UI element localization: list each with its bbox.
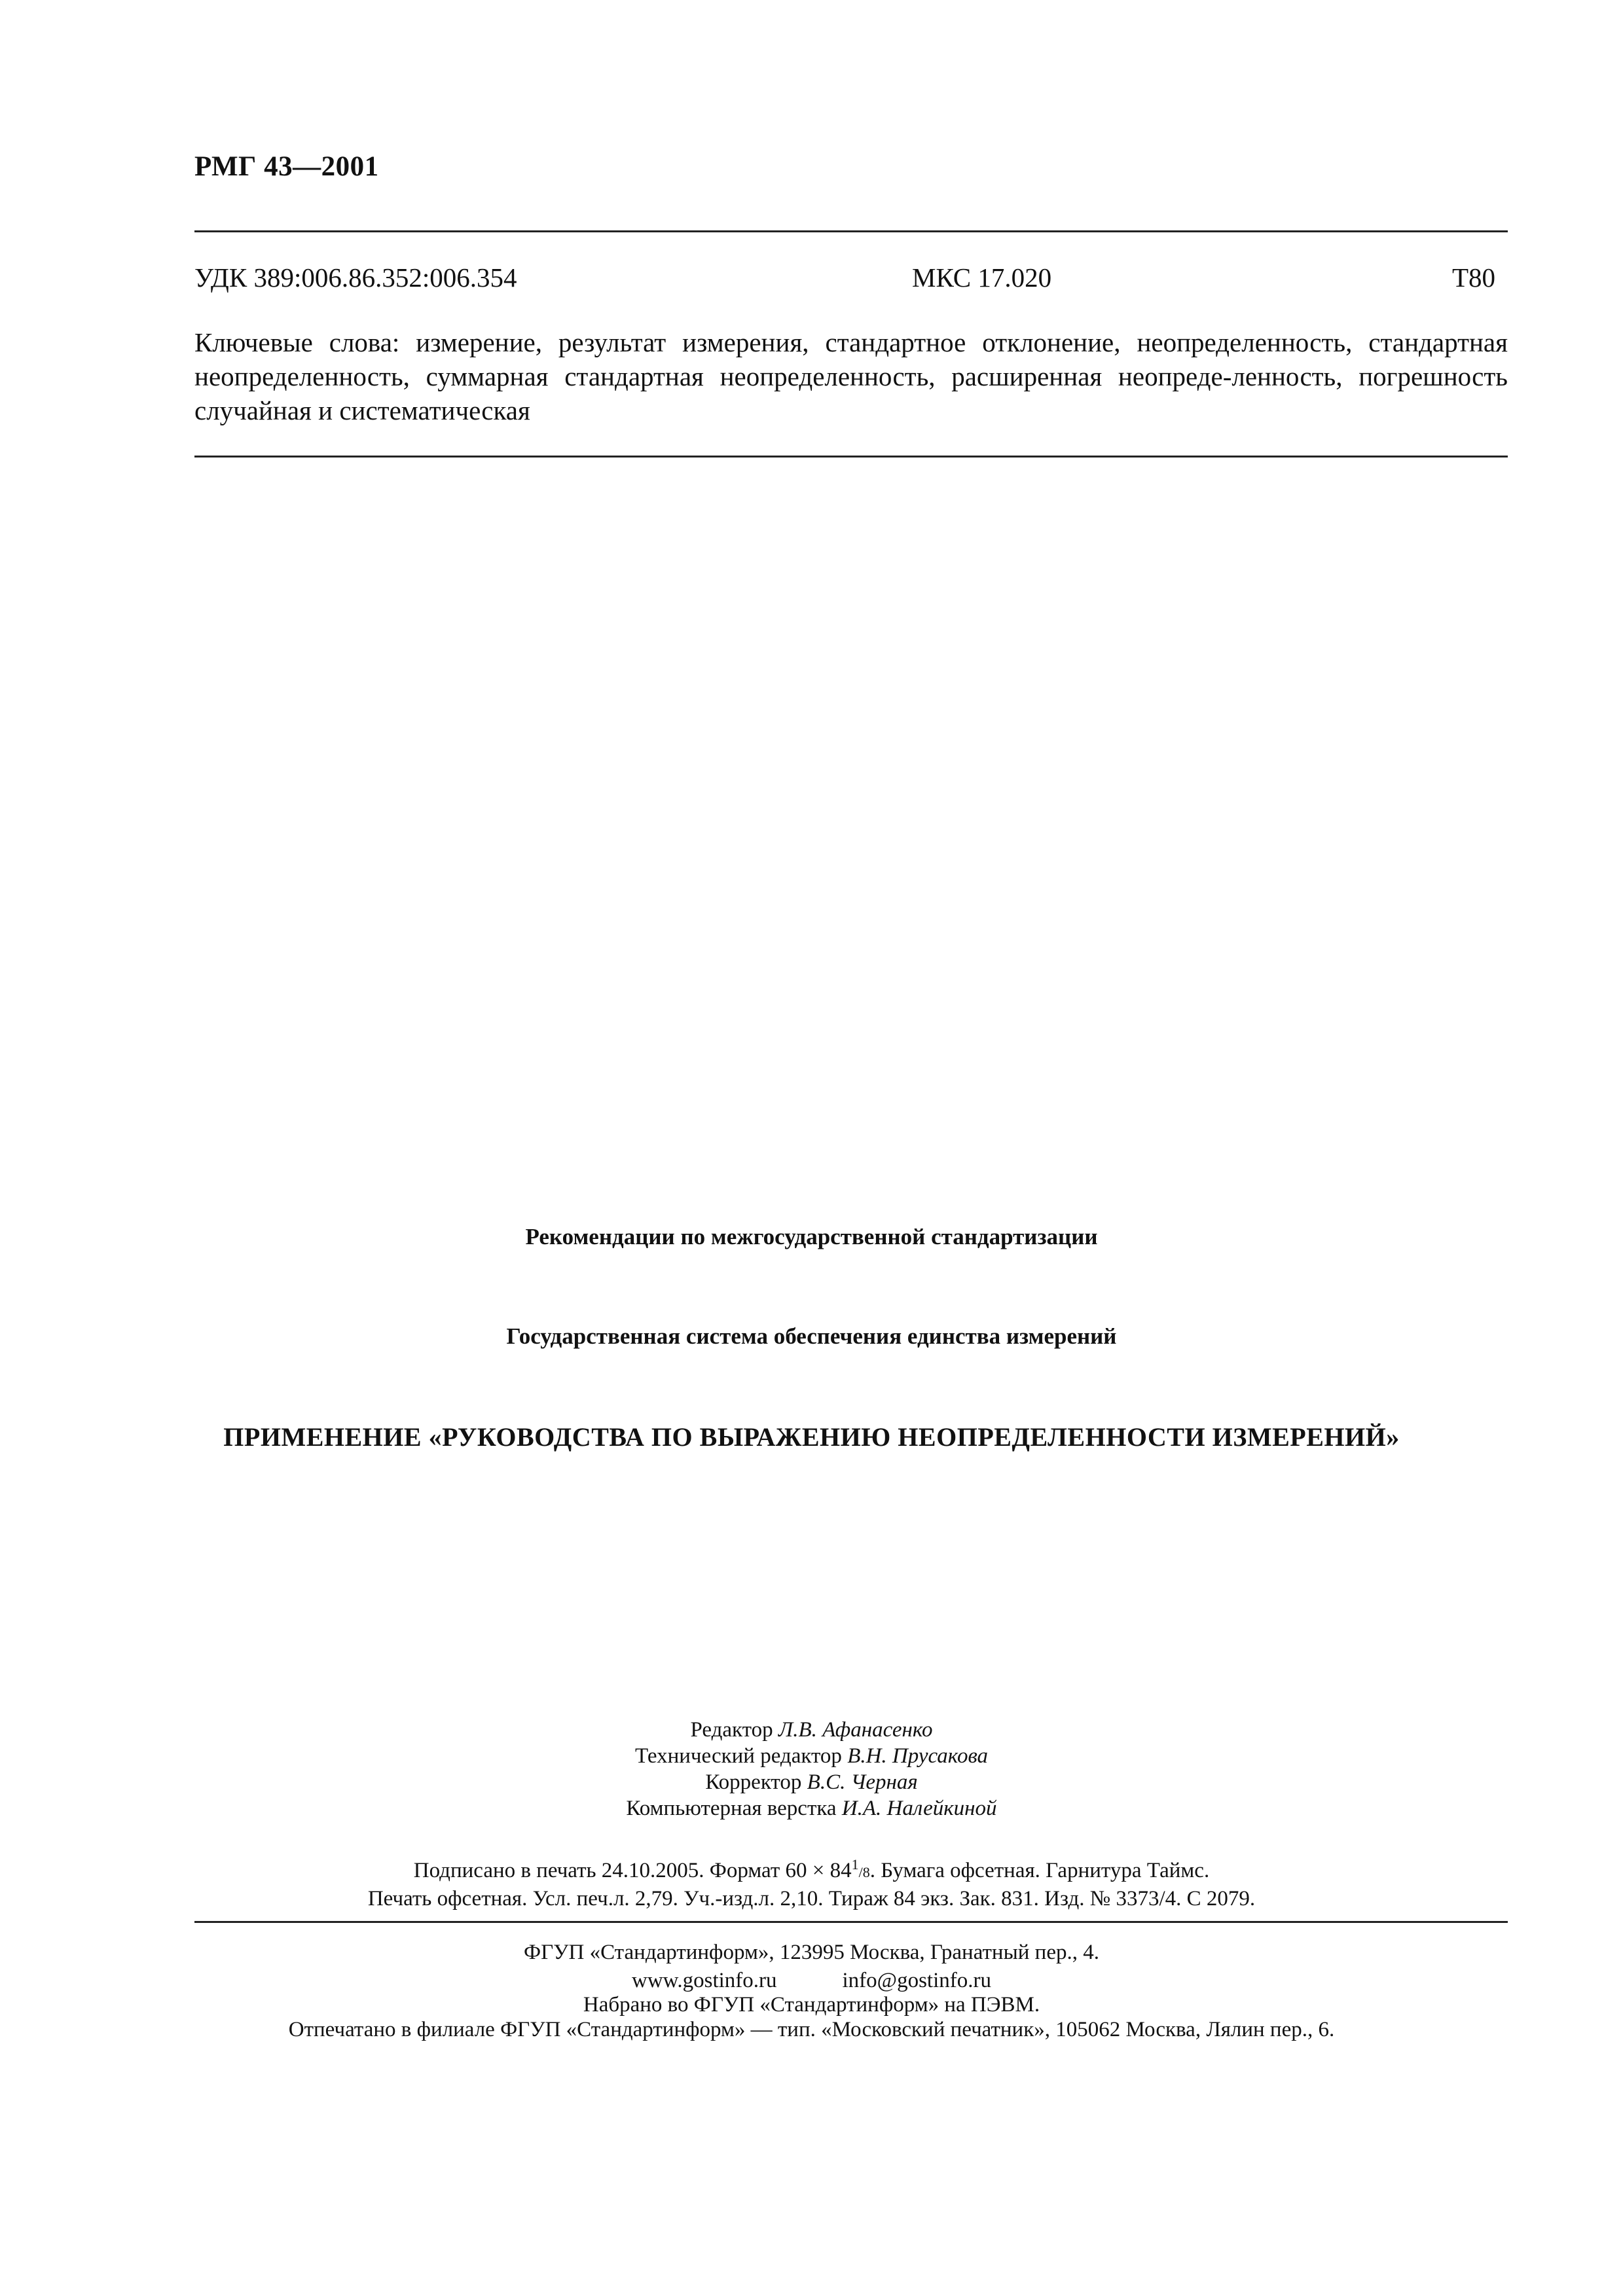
publisher-contacts [0, 1969, 1623, 1993]
printing-note: Отпечатано в филиале ФГУП «Стандартинформ» — тип. «Московский печатник», 105062 Москва, Лялин пер., 6. [288, 2018, 1335, 2041]
fraction-numerator: 1 [851, 1856, 859, 1873]
group-code: Т80 [1452, 262, 1496, 293]
udk-code: УДК 389:006.86.352:006.354 [194, 262, 517, 293]
staff-role: Редактор [690, 1718, 773, 1742]
staff-tech-editor [0, 1743, 1623, 1769]
mks-code: МКС 17.020 [912, 262, 1052, 293]
staff-name: И.А. Налейкиной [841, 1797, 997, 1820]
imprint-text-a: Подписано в печать 24.10.2005. Формат 60 × 84 [413, 1859, 852, 1882]
publisher-website-link[interactable]: www.gostinfo.ru [632, 1969, 777, 1992]
system-heading: Государственная система обеспечения единства измерений [506, 1323, 1117, 1349]
staff-layout [0, 1795, 1623, 1821]
document-code: РМГ 43—2001 [194, 151, 379, 182]
staff-role: Технический редактор [634, 1744, 842, 1768]
imprint-divider [194, 1921, 1508, 1923]
typeset-note: Набрано во ФГУП «Стандартинформ» на ПЭВМ. [583, 1993, 1040, 2017]
format-fraction [851, 1856, 870, 1882]
staff-role: Корректор [705, 1770, 802, 1794]
staff-role: Компьютерная верстка [626, 1797, 837, 1820]
top-divider [194, 230, 1508, 232]
staff-name: Л.В. Афанасенко [778, 1718, 933, 1742]
imprint-text-b: . Бумага офсетная. Гарнитура Таймс. [869, 1859, 1210, 1882]
staff-name: В.С. Черная [807, 1770, 918, 1794]
publisher-email-link[interactable]: info@gostinfo.ru [842, 1969, 991, 1992]
imprint-line-1 [0, 1856, 1623, 1883]
imprint-line-2: Печать офсетная. Усл. печ.л. 2,79. Уч.-изд.л. 2,10. Тираж 84 экз. Зак. 831. Изд. № 3373/4. С 2079. [367, 1887, 1256, 1910]
staff-credits [0, 1717, 1623, 1821]
staff-name: В.Н. Прусакова [847, 1744, 989, 1768]
fraction-denominator: /8 [858, 1864, 870, 1880]
recommendations-heading: Рекомендации по межгосударственной стандартизации [525, 1224, 1098, 1249]
keywords-divider [194, 456, 1508, 457]
staff-corrector [0, 1769, 1623, 1795]
publisher-address: ФГУП «Стандартинформ», 123995 Москва, Гранатный пер., 4. [524, 1941, 1099, 1964]
staff-editor [0, 1717, 1623, 1743]
keywords-paragraph: Ключевые слова: измерение, результат измерения, стандартное отклонение, неопределенность, стандартная неопределенность, суммарная стандартная неопределенность, расширенная неопреде-ленность, погрешность случайная и систематическая [194, 327, 1508, 425]
main-title: ПРИМЕНЕНИЕ «РУКОВОДСТВА ПО ВЫРАЖЕНИЮ НЕОПРЕДЕЛЕННОСТИ ИЗМЕРЕНИЙ» [223, 1422, 1400, 1452]
